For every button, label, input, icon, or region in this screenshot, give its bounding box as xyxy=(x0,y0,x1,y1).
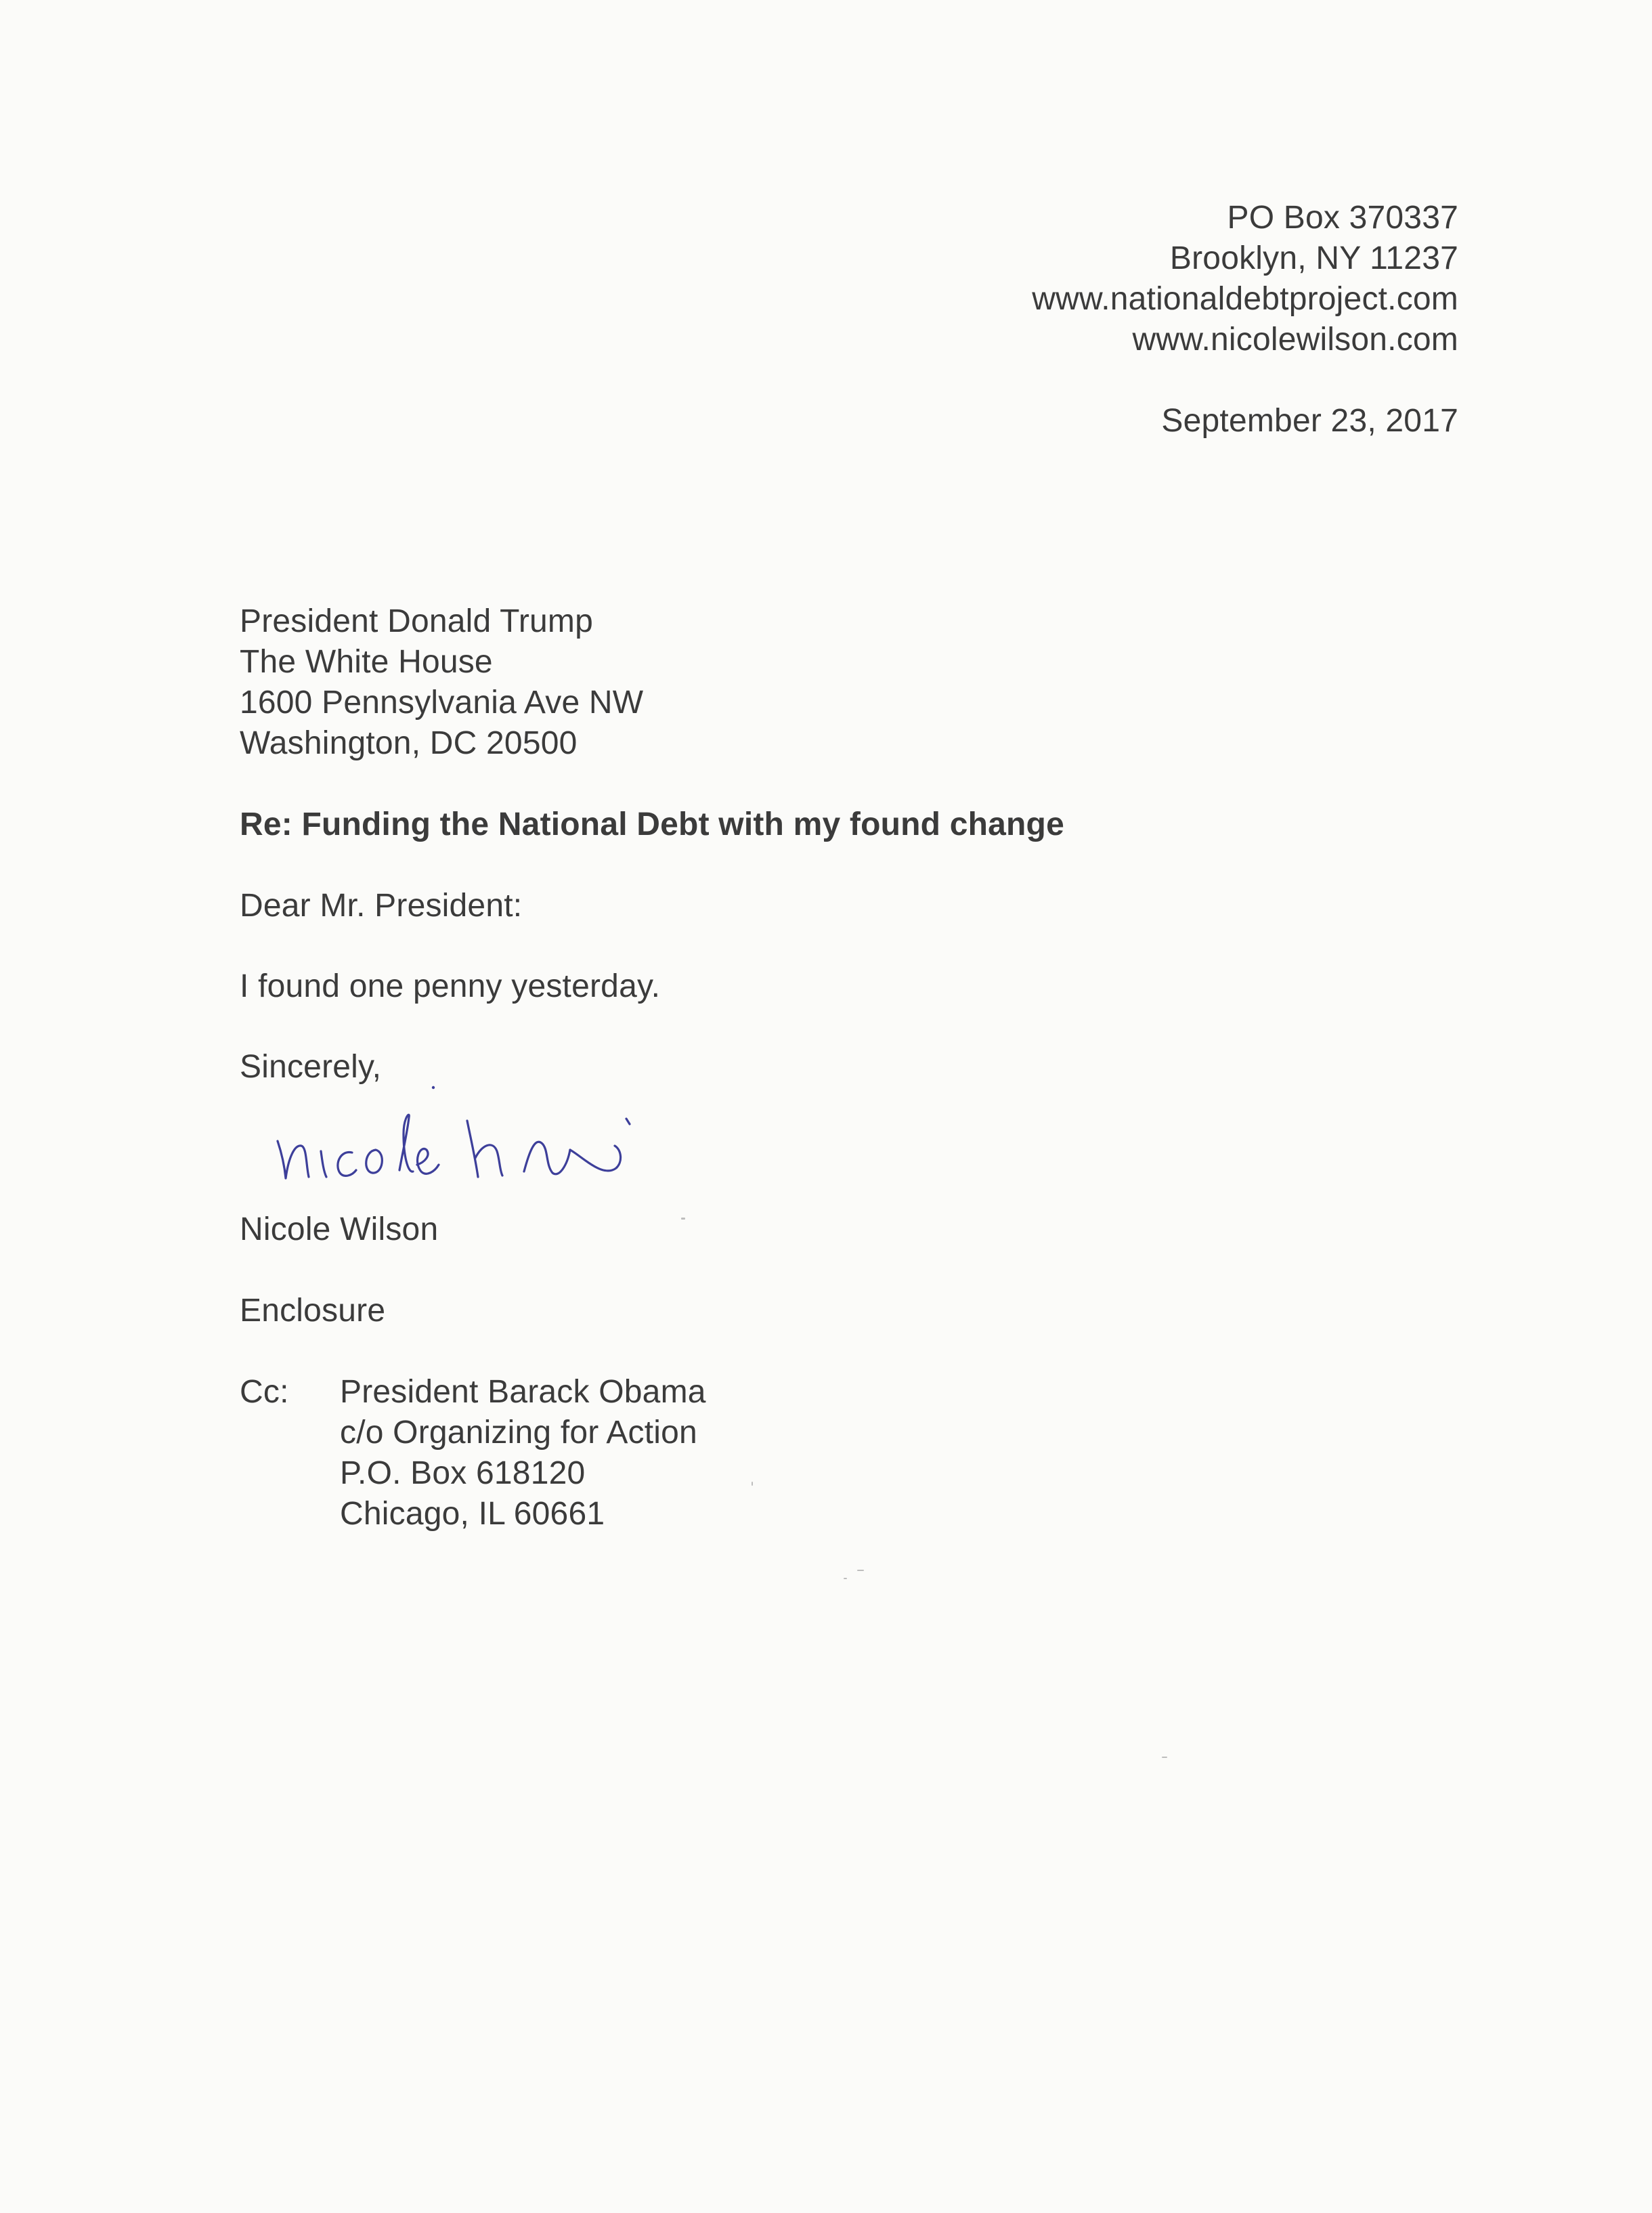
recipient-street: 1600 Pennsylvania Ave NW xyxy=(240,685,644,721)
scan-speck xyxy=(752,1482,753,1486)
sender-address-line2: Brooklyn, NY 11237 xyxy=(1169,240,1458,276)
recipient-org: The White House xyxy=(240,644,493,680)
cc-line: Chicago, IL 60661 xyxy=(340,1496,605,1532)
scan-speck xyxy=(1162,1757,1167,1758)
signer-name: Nicole Wilson xyxy=(240,1211,439,1247)
letter-date: September 23, 2017 xyxy=(1161,403,1458,439)
scan-speck xyxy=(857,1570,864,1571)
recipient-city: Washington, DC 20500 xyxy=(240,725,578,761)
sender-address-line1: PO Box 370337 xyxy=(1227,200,1458,236)
recipient-name: President Donald Trump xyxy=(240,603,593,639)
body-text: I found one penny yesterday. xyxy=(240,968,661,1004)
cc-line: c/o Organizing for Action xyxy=(340,1415,697,1451)
scan-speck xyxy=(844,1578,847,1579)
sender-website-1: www.nationaldebtproject.com xyxy=(1032,281,1458,317)
cc-line: President Barack Obama xyxy=(340,1374,706,1410)
closing: Sincerely, xyxy=(240,1049,382,1085)
subject-line: Re: Funding the National Debt with my found change xyxy=(240,807,1064,842)
enclosure-notation: Enclosure xyxy=(240,1293,386,1329)
salutation: Dear Mr. President: xyxy=(240,888,523,924)
cc-label: Cc: xyxy=(240,1374,289,1410)
scan-speck xyxy=(681,1218,685,1220)
handwritten-signature xyxy=(264,1070,711,1205)
cc-line: P.O. Box 618120 xyxy=(340,1455,586,1491)
sender-website-2: www.nicolewilson.com xyxy=(1132,322,1458,358)
